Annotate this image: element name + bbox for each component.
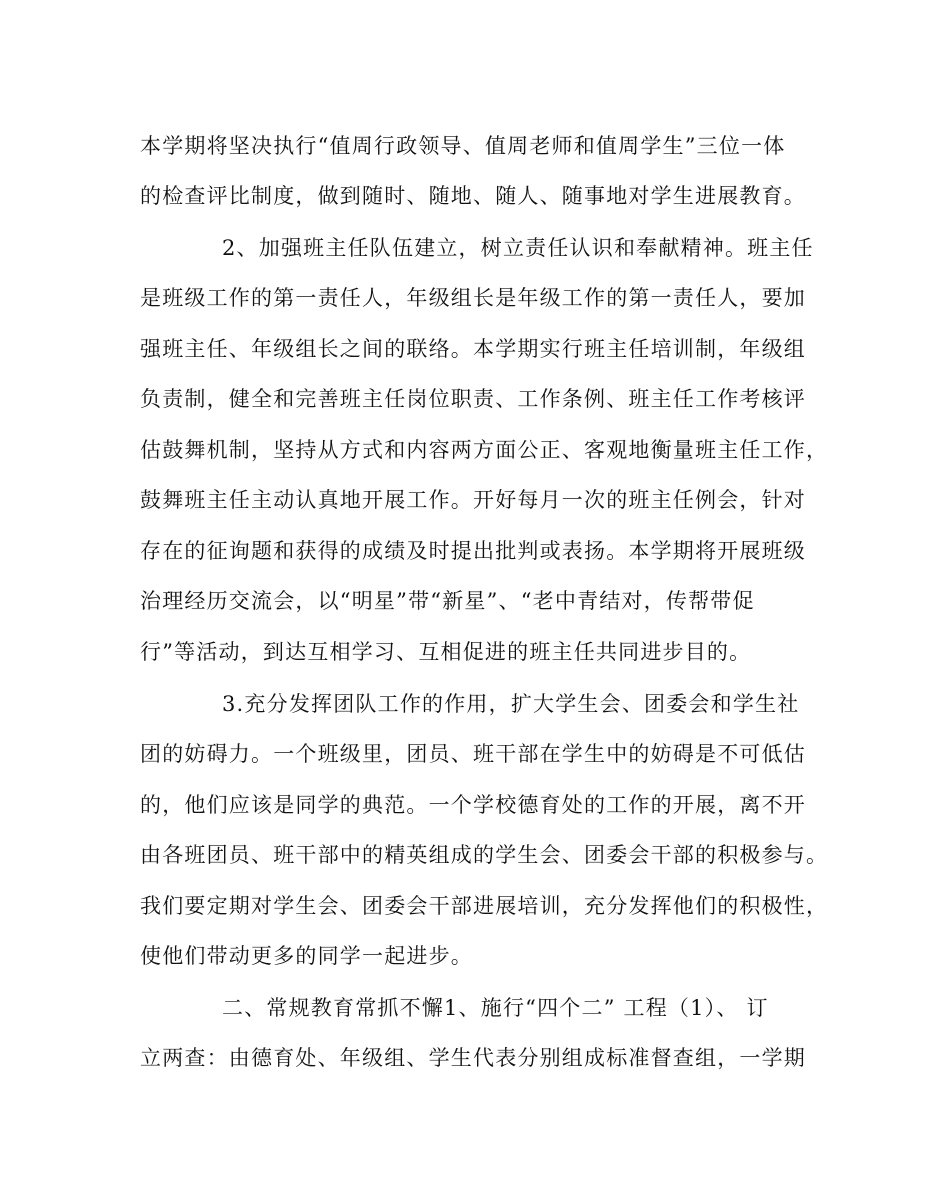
text-line: 鼓舞班主任主动认真地开展工作。开好每月一次的班主任例会，针对 <box>140 488 806 512</box>
paragraph-start-line: 2、加强班主任队伍建立，树立责任认识和奉献精神。班主任 <box>222 236 814 260</box>
paragraph-start-line: 二、常规教育常抓不懈1、施行“四个二” 工程（1）、 订 <box>222 996 769 1020</box>
text-line: 团的妨碍力。一个班级里，团员、班干部在学生中的妨碍是不可低估 <box>140 742 806 766</box>
text-line: 行”等活动，到达互相学习、互相促进的班主任共同进步目的。 <box>140 640 752 664</box>
text-line: 本学期将坚决执行“值周行政领导、值周老师和值周学生”三位一体 <box>140 134 786 158</box>
text-line: 治理经历交流会，以“明星”带“新星”、“老中青结对，传帮带促 <box>140 589 755 613</box>
text-line: 的检查评比制度，做到随时、随地、随人、随事地对学生进展教育。 <box>140 184 806 208</box>
text-line: 估鼓舞机制，坚持从方式和内容两方面公正、客观地衡量班主任工作， <box>140 438 829 462</box>
text-line: 是班级工作的第一责任人，年级组长是年级工作的第一责任人，要加 <box>140 286 806 310</box>
paragraph-start-line: 3.充分发挥团队工作的作用，扩大学生会、团委会和学生社 <box>222 692 800 716</box>
text-line: 的，他们应该是同学的典范。一个学校德育处的工作的开展，离不开 <box>140 793 806 817</box>
text-line: 存在的征询题和获得的成绩及时提出批判或表扬。本学期将开展班级 <box>140 539 806 563</box>
text-line: 立两查：由德育处、年级组、学生代表分别组成标准督查组，一学期 <box>140 1046 806 1070</box>
text-line: 我们要定期对学生会、团委会干部进展培训，充分发挥他们的积极性， <box>140 894 829 918</box>
text-line: 强班主任、年级组长之间的联络。本学期实行班主任培训制，年级组 <box>140 337 806 361</box>
text-line: 负责制，健全和完善班主任岗位职责、工作条例、班主任工作考核评 <box>140 387 806 411</box>
text-line: 由各班团员、班干部中的精英组成的学生会、团委会干部的积极参与。 <box>140 843 829 867</box>
text-line: 使他们带动更多的同学一起进步。 <box>140 944 473 968</box>
